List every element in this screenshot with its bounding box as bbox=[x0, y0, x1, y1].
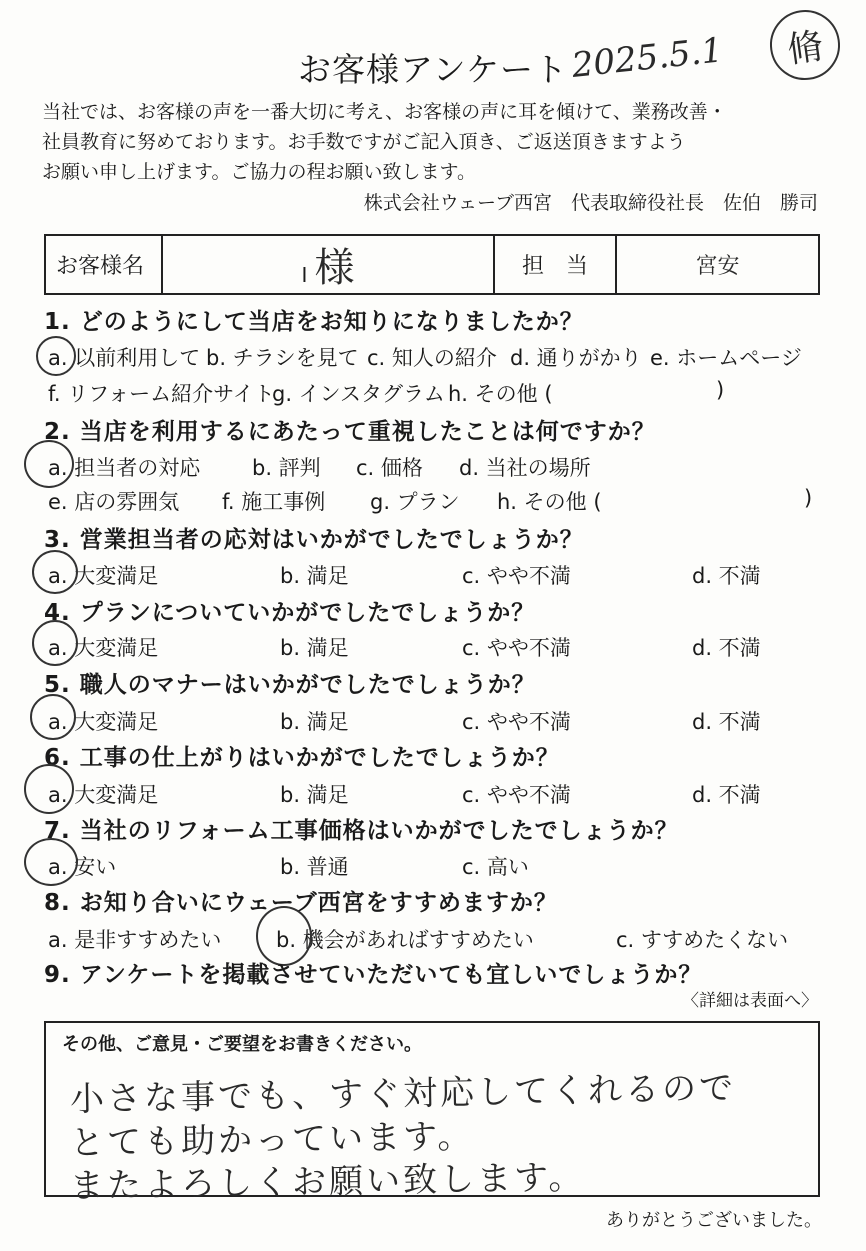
q1-option-d[interactable]: d. 通りがかり bbox=[510, 346, 642, 370]
q1-option-f[interactable]: f. リフォーム紹介サイト bbox=[48, 382, 275, 406]
q4-option-a[interactable]: a. 大変満足 bbox=[48, 636, 159, 660]
selection-circle bbox=[32, 620, 78, 666]
comment-line-1: 小さな事でも、すぐ対応してくれるので bbox=[69, 1068, 737, 1120]
q2-option-e[interactable]: e. 店の雰囲気 bbox=[48, 490, 180, 514]
q2-option-b[interactable]: b. 評判 bbox=[252, 456, 321, 480]
customer-initial: I bbox=[301, 263, 308, 287]
q3-option-a[interactable]: a. 大変満足 bbox=[48, 564, 159, 588]
intro-line-2: 社員教育に努めております。お手数ですがご記入頂き、ご返送頂きますよう bbox=[42, 131, 686, 153]
intro-line-3: お願い申し上げます。ご協力の程お願い致します。 bbox=[42, 161, 476, 183]
q5-option-c[interactable]: c. やや不満 bbox=[462, 710, 571, 734]
q1-option-g[interactable]: g. インスタグラム bbox=[272, 382, 445, 406]
company-signature: 株式会社ウェーブ西宮 代表取締役社長 佐伯 勝司 bbox=[363, 192, 818, 214]
question-5: 5. 職人のマナーはいかがでしたでしょうか？ bbox=[44, 672, 536, 698]
survey-title: お客様アンケート bbox=[297, 50, 569, 89]
q8-option-b[interactable]: b. 機会があればすすめたい bbox=[276, 928, 534, 952]
q2-option-f[interactable]: f. 施工事例 bbox=[222, 490, 326, 514]
q7-option-b[interactable]: b. 普通 bbox=[280, 855, 349, 879]
question-9: 9. アンケートを掲載させていただいても宜しいでしょうか？ bbox=[44, 962, 703, 988]
handwritten-date: 2025.5.1 bbox=[569, 30, 725, 86]
q1-option-c[interactable]: c. 知人の紹介 bbox=[367, 346, 497, 370]
selection-circle bbox=[30, 694, 76, 740]
comment-line-3: またよろしくお願い致します。 bbox=[69, 1157, 586, 1207]
question-2: 2. 当店を利用するにあたって重視したことは何ですか？ bbox=[44, 419, 656, 445]
stamp-char: 脩 bbox=[784, 25, 827, 71]
q2-option-g[interactable]: g. プラン bbox=[370, 490, 460, 514]
question-1: 1. どのようにして当店をお知りになりましたか？ bbox=[44, 309, 584, 335]
q2-option-d[interactable]: d. 当社の場所 bbox=[459, 456, 591, 480]
q6-option-a[interactable]: a. 大変満足 bbox=[48, 783, 159, 807]
comment-line-2: とても助かっています。 bbox=[69, 1116, 475, 1164]
details-note: 〈詳細は表面へ〉 bbox=[682, 991, 818, 1011]
q7-option-c[interactable]: c. 高い bbox=[462, 855, 529, 879]
q3-option-d[interactable]: d. 不満 bbox=[692, 564, 761, 588]
question-4: 4. プランについていかがでしたでしょうか？ bbox=[44, 600, 536, 626]
q8-option-a[interactable]: a. 是非すすめたい bbox=[48, 928, 222, 952]
q1-option-h-close: ) bbox=[716, 378, 725, 402]
customer-label: お客様名 bbox=[45, 235, 162, 294]
q5-option-d[interactable]: d. 不満 bbox=[692, 710, 761, 734]
selection-circle bbox=[36, 336, 76, 376]
q3-option-c[interactable]: c. やや不満 bbox=[462, 564, 571, 588]
staff-name-handwritten: 宮安 bbox=[616, 235, 819, 294]
q5-option-a[interactable]: a. 大変満足 bbox=[48, 710, 159, 734]
q2-option-c[interactable]: c. 価格 bbox=[356, 456, 423, 480]
intro-line-1: 当社では、お客様の声を一番大切に考え、お客様の声に耳を傾けて、業務改善・ bbox=[42, 101, 727, 123]
q8-option-c[interactable]: c. すすめたくない bbox=[616, 928, 789, 952]
staff-label: 担 当 bbox=[494, 235, 616, 294]
selection-circle bbox=[32, 550, 78, 594]
q2-option-a[interactable]: a. 担当者の対応 bbox=[48, 456, 201, 480]
q6-option-c[interactable]: c. やや不満 bbox=[462, 783, 571, 807]
q4-option-b[interactable]: b. 満足 bbox=[280, 636, 349, 660]
closing-thanks: ありがとうございました。 bbox=[606, 1210, 822, 1231]
q4-option-d[interactable]: d. 不満 bbox=[692, 636, 761, 660]
selection-circle bbox=[24, 838, 78, 886]
q1-option-a[interactable]: a. 以前利用して bbox=[48, 346, 201, 370]
question-7: 7. 当社のリフォーム工事価格はいかがでしたでしょうか？ bbox=[44, 818, 679, 844]
q6-option-d[interactable]: d. 不満 bbox=[692, 783, 761, 807]
q5-option-b[interactable]: b. 満足 bbox=[280, 710, 349, 734]
q3-option-b[interactable]: b. 満足 bbox=[280, 564, 349, 588]
comment-box-label: その他、ご意見・ご要望をお書きください。 bbox=[62, 1034, 422, 1055]
question-3: 3. 営業担当者の応対はいかがでしたでしょうか？ bbox=[44, 527, 584, 553]
selection-circle bbox=[24, 764, 74, 814]
customer-name-cell bbox=[162, 235, 494, 294]
question-8: 8. お知り合いにウェーブ西宮をすすめますか？ bbox=[44, 890, 558, 916]
q1-option-e[interactable]: e. ホームページ bbox=[650, 346, 802, 370]
q2-option-h[interactable]: h. その他 ( bbox=[497, 490, 602, 514]
customer-name-handwritten: 様 bbox=[314, 245, 355, 291]
customer-info-table bbox=[44, 234, 820, 295]
selection-circle bbox=[24, 440, 74, 488]
q1-option-b[interactable]: b. チラシを見て bbox=[206, 346, 359, 370]
q1-option-h[interactable]: h. その他 ( bbox=[448, 382, 553, 406]
q7-option-a[interactable]: a. 安い bbox=[48, 855, 117, 879]
question-6: 6. 工事の仕上がりはいかがでしたでしょうか？ bbox=[44, 745, 560, 771]
q4-option-c[interactable]: c. やや不満 bbox=[462, 636, 571, 660]
q2-option-h-close: ) bbox=[804, 486, 813, 510]
q6-option-b[interactable]: b. 満足 bbox=[280, 783, 349, 807]
